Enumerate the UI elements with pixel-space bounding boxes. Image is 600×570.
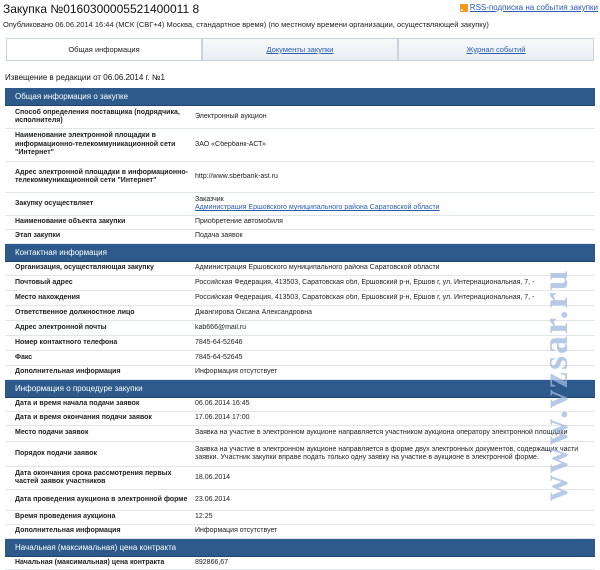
notice-edition: Извещение в редакции от 06.06.2014 г. №1 [5,73,165,82]
rss-subscribe-link[interactable] [460,3,598,12]
row-value: Приобретение автомобиля [195,218,283,226]
row-label: Порядок подачи заявок [15,449,97,457]
row-value: Электронный аукцион [195,112,267,120]
table-row [5,511,595,525]
table-row [5,106,595,129]
row-label: Адрес электронной почты [15,323,107,331]
table-row [5,262,595,276]
row-label: Дата окончания срока рассмотрения первых частей заявок участников [15,469,172,485]
row-value: Подача заявок [195,232,243,240]
row-label: Начальная (максимальная) цена контракта [15,558,165,566]
row-label: Дополнительная информация [15,527,121,535]
tab-event-log[interactable]: Журнал событий [398,38,594,60]
section-header-price: Начальная (максимальная) цена контракта [5,539,595,557]
table-row [5,193,595,216]
row-value: Джангирова Оксана Александровна [195,308,312,316]
rss-label[interactable]: RSS-подписка на события закупки [469,3,598,12]
table-row [5,442,595,467]
row-label: Время проведения аукциона [15,513,116,521]
section-header-contact: Контактная информация [5,244,595,262]
content-area [5,88,595,570]
row-value: 17.06.2014 17:00 [195,414,250,422]
row-value: Российская Федерация, 413503, Саратовская обл, Ершовский р-н, Ершов г, ул. Интернациональная, 7, - [195,293,535,301]
row-label: Почтовый адрес [15,278,73,286]
table-row [5,216,595,230]
table-row [5,525,595,539]
watermark: www.vzsar.ru [535,268,575,502]
table-row [5,557,595,570]
tab-general-info[interactable]: Общая информация [6,38,202,60]
table-row [5,426,595,442]
row-label: Закупку осуществляет [15,199,94,207]
row-value: Заявка на участие в электронном аукционе направляется в форме двух электронных документов, содержащих части заявки. Участник закупки вправе подать только одну заявку на участие в аукционе в электронной форме. [195,445,579,461]
table-row [5,490,595,511]
row-value: Администрация Ершовского муниципального района Саратовской области [195,264,440,272]
table-row [5,162,595,193]
row-value [195,196,595,213]
row-label: Дата и время окончания подачи заявок [15,414,152,422]
row-value: Информация отсутствует [195,368,278,376]
row-value: 7845-64-52645 [195,353,243,361]
row-value: 18.06.2014 [195,473,231,481]
table-row [5,129,595,162]
row-label: Дополнительная информация [15,368,121,376]
table-row [5,336,595,351]
row-label: Ответственное должностное лицо [15,308,135,316]
rss-icon [460,4,468,12]
section-header-general: Общая информация о закупке [5,88,595,106]
row-value: Информация отсутствует [195,527,278,535]
row-value: 7845-64-52646 [195,338,243,346]
table-row [5,412,595,426]
table-row [5,276,595,291]
row-value: Российская Федерация, 413503, Саратовская обл, Ершовский р-н, Ершов г, ул. Интернациональная, 7, - [195,278,535,286]
row-label: Организация, осуществляющая закупку [15,264,154,272]
row-value: ЗАО «Сбербанк-АСТ» [195,140,266,148]
tab-bar [6,38,594,61]
table-row [5,366,595,380]
row-value: 23.06.2014 [195,495,231,503]
row-label: Наименование объекта закупки [15,218,126,226]
row-value: Заявка на участие в электронном аукционе направляется участником аукциона оператору электронной площадки [195,429,568,437]
row-label: Адрес электронной площадки в информационно-телекоммуникационной сети "Интернет" [15,168,188,184]
page-title: Закупка №0160300005521400011 8 [3,2,200,16]
row-label: Место нахождения [15,293,81,301]
customer-type: Заказчик [195,195,224,203]
row-label: Факс [15,353,33,361]
published-info: Опубликовано 06.06.2014 16:44 (МСК (СВГ+4) Москва, стандартное время) (по местному времени организации, осуществляющей закупку) [3,20,489,29]
row-label: Способ определения поставщика (подрядчика, исполнителя) [15,108,180,124]
tab-documents[interactable]: Документы закупки [202,38,398,60]
row-label: Место подачи заявок [15,429,89,437]
table-row [5,306,595,321]
row-label: Этап закупки [15,232,61,240]
table-row [5,351,595,366]
table-row [5,321,595,336]
row-value: 12:25 [195,513,213,521]
section-header-procedure: Информация о процедуре закупки [5,380,595,398]
table-row [5,291,595,306]
table-row [5,230,595,244]
row-label: Наименование электронной площадки в информационно-телекоммуникационной сети "Интернет" [15,132,176,157]
row-label: Дата проведения аукциона в электронной форме [15,495,188,503]
row-label: Номер контактного телефона [15,338,118,346]
row-label: Дата и время начала подачи заявок [15,400,140,408]
table-row [5,398,595,412]
row-value: 892866,67 [195,558,229,566]
row-value: http://www.sberbank-ast.ru [195,172,278,180]
customer-link[interactable]: Администрация Ершовского муниципального района Саратовской области [195,204,440,211]
row-value: 06.06.2014 16:45 [195,400,250,408]
row-value: kab666@mail.ru [195,323,247,331]
top-bar [0,0,600,16]
table-row [5,467,595,490]
